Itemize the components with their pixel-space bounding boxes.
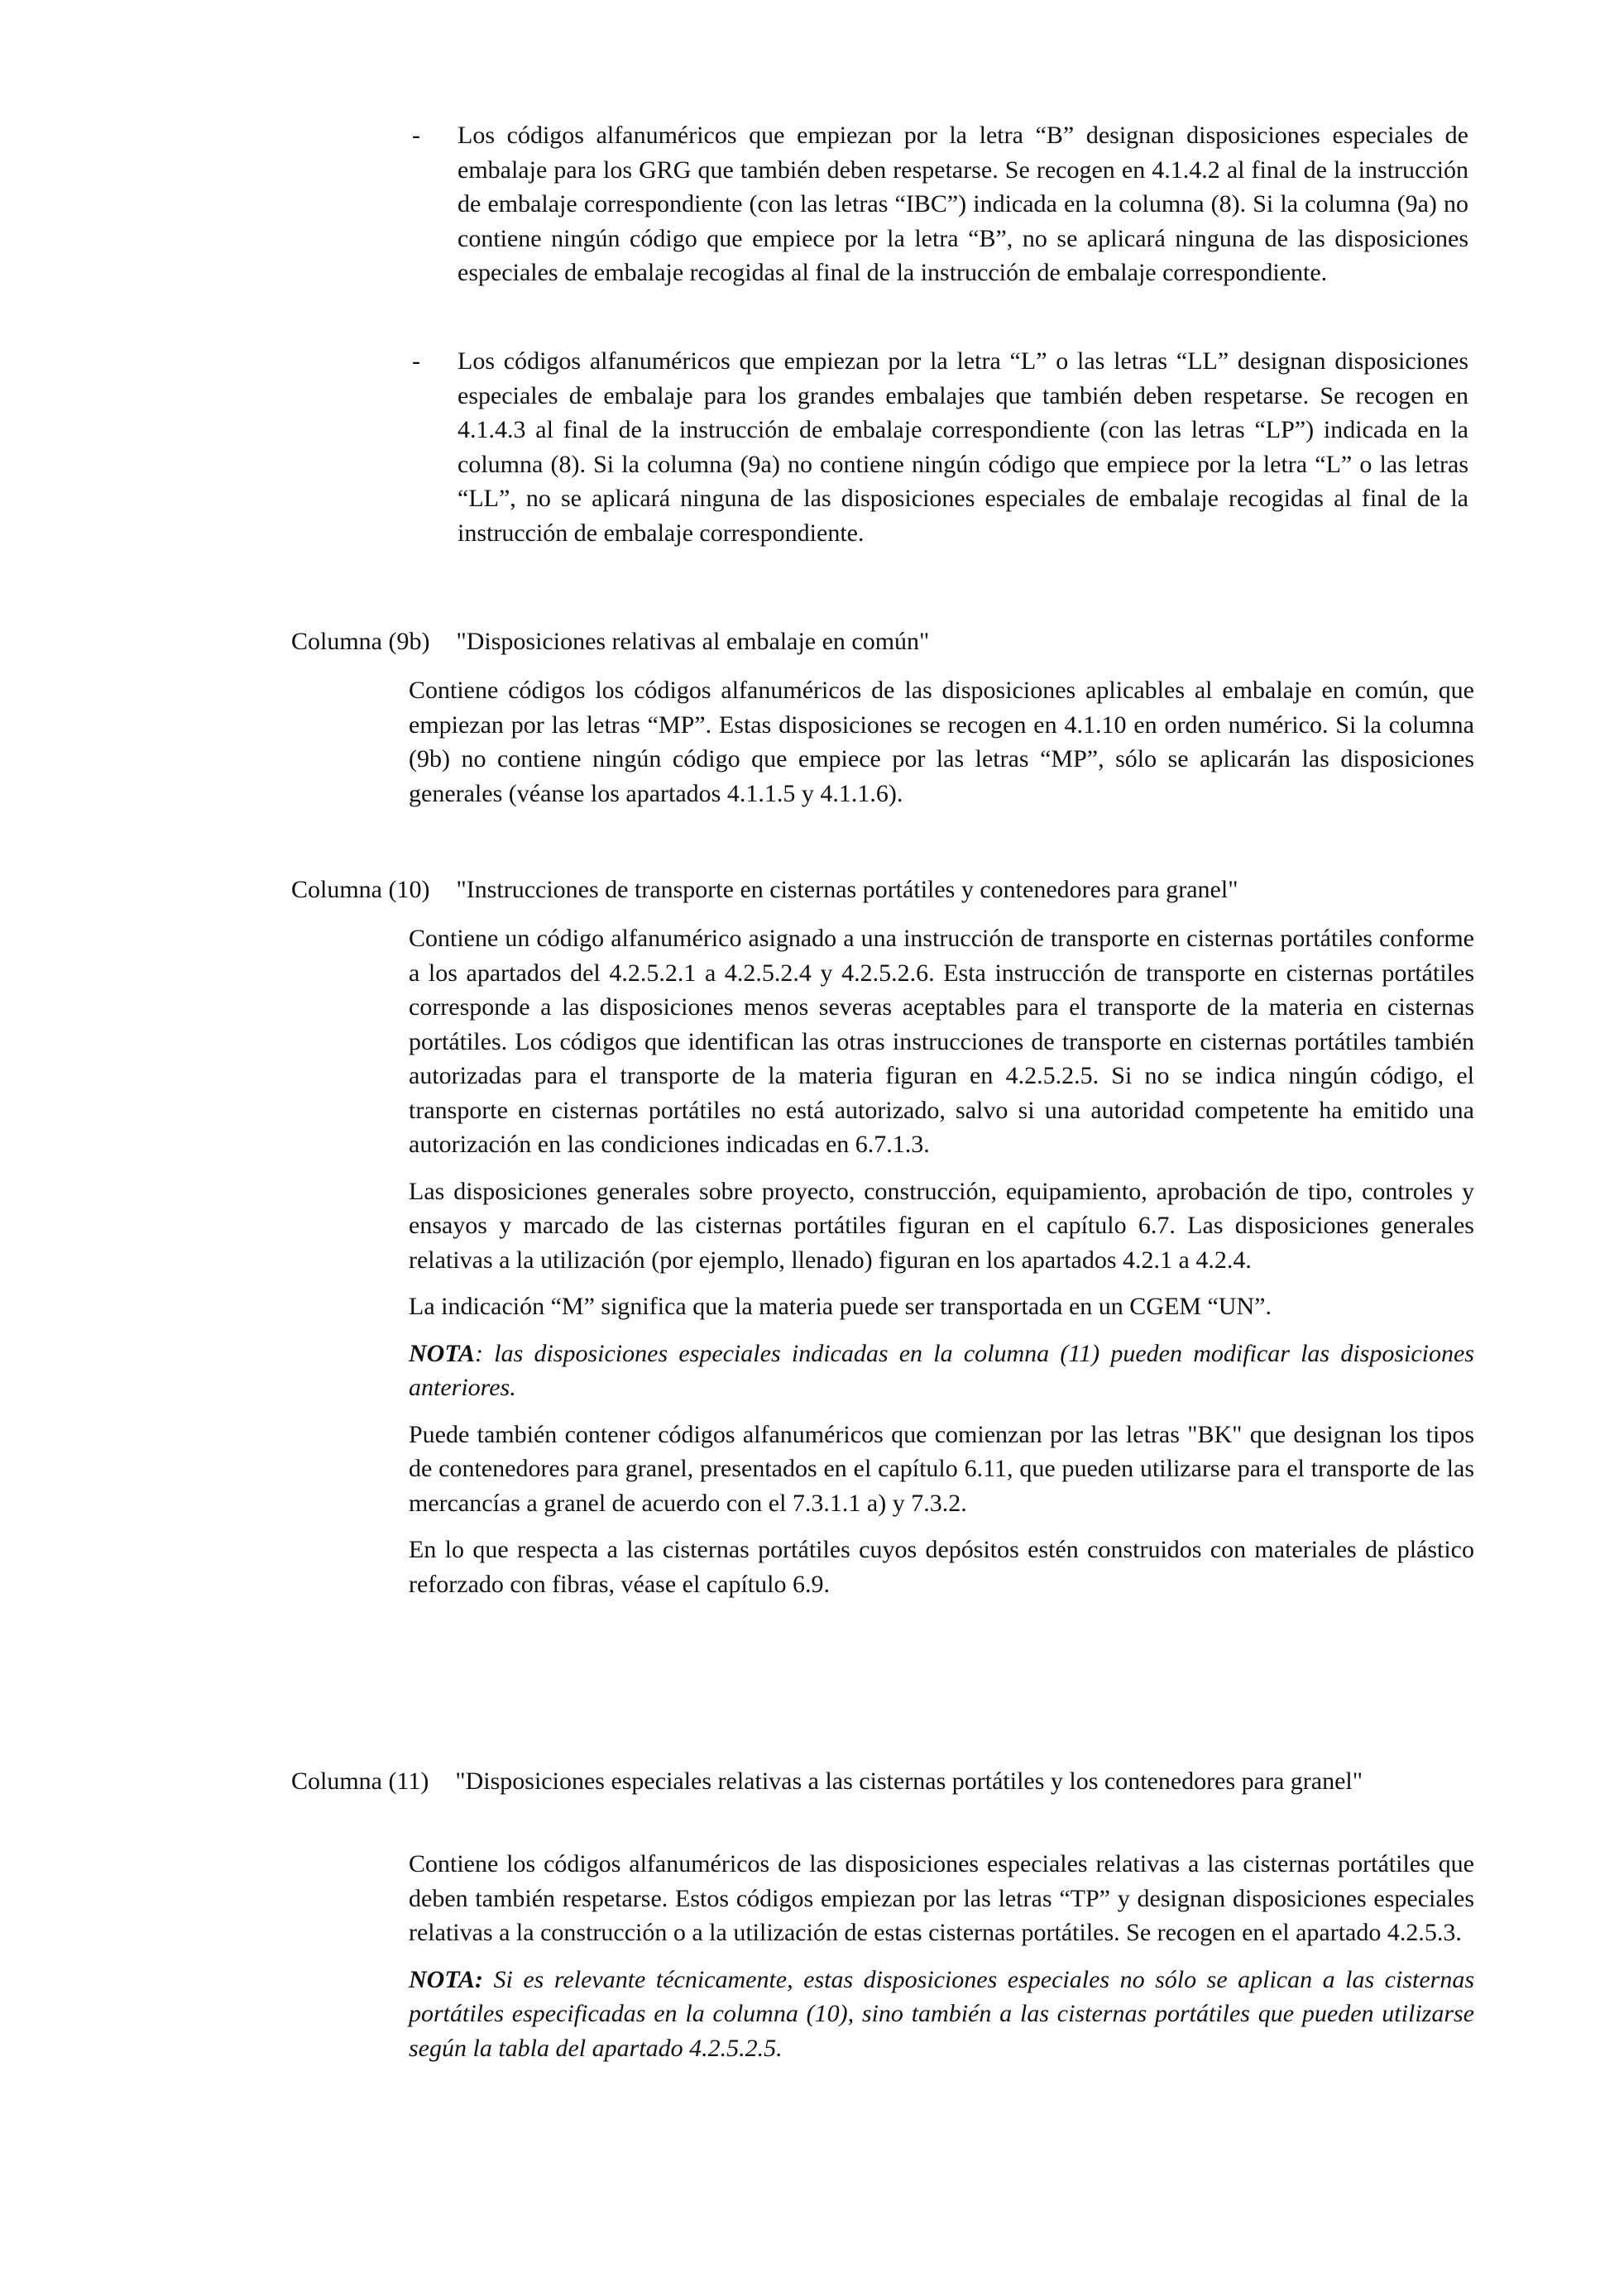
column-10-body [409,921,1474,1614]
note [409,1963,1474,2066]
column-name: Columna (9b) [291,628,430,655]
column-9b-heading [291,624,1474,659]
bullet-dash: - [412,347,420,375]
note-text: : las disposiciones especiales indicadas en la columna (11) pueden modificar las disposiciones anteriores. [409,1339,1474,1401]
column-name: Columna (11) [291,1767,429,1795]
column-title: "Instrucciones de transporte en cisternas portátiles y contenedores para granel" [456,876,1238,903]
bullet-item [412,118,1468,290]
note-label: NOTA [409,1339,476,1367]
note-label: NOTA: [409,1965,483,1993]
paragraph: Las disposiciones generales sobre proyecto, construcción, equipamiento, aprobación de tipo, controles y ensayos y marcado de las cisternas portátiles figuran en el capítulo 6.7. Las disposiciones generales relativas a la utilización (por ejemplo, llenado) figuran en los apartados 4.2.1 a 4.2.4. [409,1177,1474,1274]
column-title: "Disposiciones relativas al embalaje en común" [456,628,930,655]
column-11-heading [291,1764,1474,1799]
column-11-body [409,1847,1474,2078]
bullet-text: Los códigos alfanuméricos que empiezan por la letra “B” designan disposiciones especiales de embalaje para los GRG que también deben respetarse. Se recogen en 4.1.4.2 al final de la instrucción de embalaje correspondiente (con las letras “IBC”) indicada en la columna (8). Si la columna (9a) no contiene ningún código que empiece por la letra “B”, no se aplicará ninguna de las disposiciones especiales de embalaje recogidas al final de la instrucción de embalaje correspondiente. [457,122,1468,286]
column-name: Columna (10) [291,876,430,903]
note-text: Si es relevante técnicamente, estas disposiciones especiales no sólo se aplican a las cisternas portátiles especificadas en la columna (10), sino también a las cisternas portátiles que pueden utilizarse según la tabla del apartado 4.2.5.2.5. [409,1965,1474,2062]
column-10-heading [291,873,1474,907]
paragraph: Puede también contener códigos alfanuméricos que comienzan por las letras "BK" que designan los tipos de contenedores para granel, presentados en el capítulo 6.11, que pueden utilizarse para el transporte de las mercancías a granel de acuerdo con el 7.3.1.1 a) y 7.3.2. [409,1420,1474,1517]
bullet-item [412,344,1468,550]
paragraph: Contiene códigos los códigos alfanuméricos de las disposiciones aplicables al embalaje en común, que empiezan por las letras “MP”. Estas disposiciones se recogen en 4.1.10 en orden numérico. Si la columna (9b) no contiene ningún código que empiece por las letras “MP”, sólo se aplicarán las disposiciones generales (véanse los apartados 4.1.1.5 y 4.1.1.6). [409,677,1474,807]
paragraph: La indicación “M” significa que la materia puede ser transportada en un CGEM “UN”. [409,1293,1272,1320]
column-9b-body [409,673,1474,823]
bullet-dash: - [412,122,420,149]
paragraph: En lo que respecta a las cisternas portátiles cuyos depósitos estén construidos con materiales de plástico reforzado con fibras, véase el capítulo 6.9. [409,1536,1474,1598]
note [409,1337,1474,1405]
bullet-text: Los códigos alfanuméricos que empiezan por la letra “L” o las letras “LL” designan disposiciones especiales de embalaje para los grandes embalajes que también deben respetarse. Se recogen en 4.1.4.3 al final de la instrucción de embalaje correspondiente (con las letras “LP”) indicada en la columna (8). Si la columna (9a) no contiene ningún código que empiece por la letra “L” o las letras “LL”, no se aplicará ninguna de las disposiciones especiales de embalaje recogidas al final de la instrucción de embalaje correspondiente. [457,347,1468,547]
paragraph: Contiene los códigos alfanuméricos de las disposiciones especiales relativas a las cisternas portátiles que deben también respetarse. Estos códigos empiezan por las letras “TP” y designan disposiciones especiales relativas a la construcción o a la utilización de estas cisternas portátiles. Se recogen en el apartado 4.2.5.3. [409,1850,1474,1946]
column-title: "Disposiciones especiales relativas a las cisternas portátiles y los contenedores para granel" [455,1767,1363,1795]
paragraph: Contiene un código alfanumérico asignado a una instrucción de transporte en cisternas portátiles conforme a los apartados del 4.2.5.2.1 a 4.2.5.2.4 y 4.2.5.2.6. Esta instrucción de transporte en cisternas portátiles corresponde a las disposiciones menos severas aceptables para el transporte de la materia en cisternas portátiles. Los códigos que identifican las otras instrucciones de transporte en cisternas portátiles también autorizadas para el transporte de la materia figuran en 4.2.5.2.5. Si no se indica ningún código, el transporte en cisternas portátiles no está autorizado, salvo si una autoridad competente ha emitido una autorización en las condiciones indicadas en 6.7.1.3. [409,925,1474,1158]
